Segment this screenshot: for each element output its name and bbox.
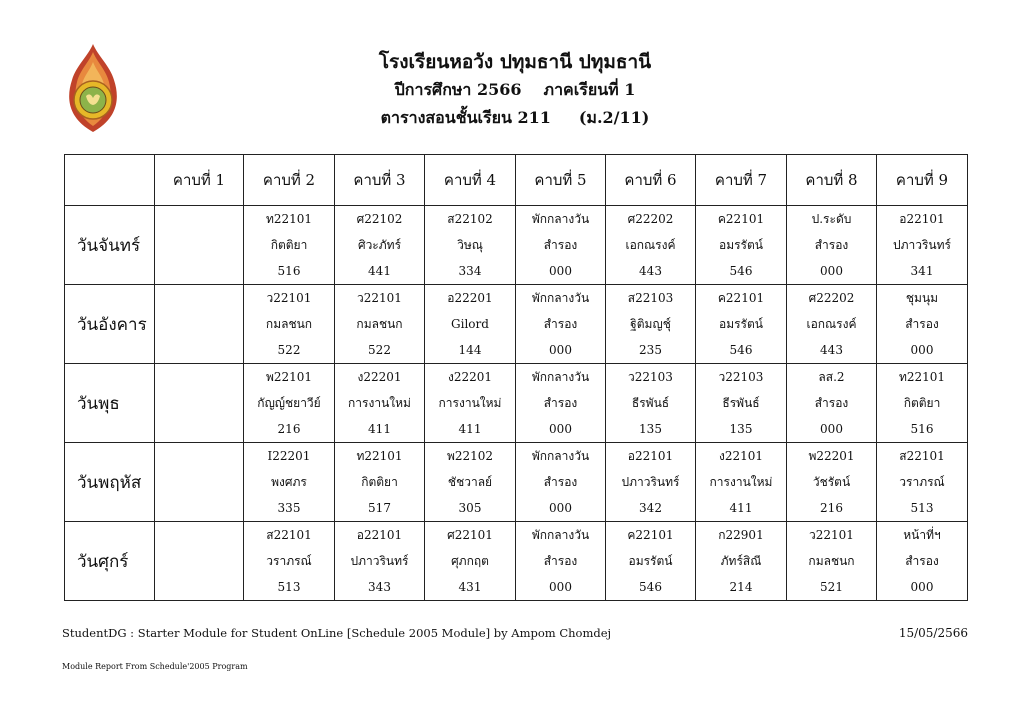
schedule-cell bbox=[425, 443, 516, 522]
room-number bbox=[155, 337, 243, 363]
subject-code: พักกลางวัน bbox=[531, 291, 590, 305]
academic-year: ปีการศึกษา 2566 bbox=[394, 80, 522, 99]
day-label: วันจันทร์ bbox=[65, 206, 155, 285]
room-number: 443 bbox=[639, 264, 662, 278]
schedule-cell bbox=[335, 364, 425, 443]
room-number: 341 bbox=[910, 264, 934, 278]
schedule-cell bbox=[696, 522, 787, 601]
schedule-cell bbox=[155, 522, 244, 601]
subject-code: ง22101 bbox=[718, 449, 764, 463]
teacher-name: Gilord bbox=[451, 317, 489, 331]
teacher-name: อมรรัตน์ bbox=[628, 554, 673, 568]
room-number: 305 bbox=[458, 501, 482, 515]
schedule-cell bbox=[425, 364, 516, 443]
teacher-name bbox=[155, 232, 243, 258]
room-number: 546 bbox=[639, 580, 662, 594]
teacher-name: อมรรัตน์ bbox=[718, 238, 763, 252]
school-emblem-icon bbox=[60, 42, 126, 134]
teacher-name: เอกณรงค์ bbox=[806, 317, 857, 331]
day-label: วันอังคาร bbox=[65, 285, 155, 364]
timetable bbox=[64, 154, 968, 601]
schedule-cell bbox=[877, 285, 968, 364]
table-row bbox=[65, 522, 968, 601]
subject-code: ค22101 bbox=[627, 528, 674, 542]
subject-code: ว22103 bbox=[718, 370, 764, 384]
table-row bbox=[65, 285, 968, 364]
schedule-cell bbox=[787, 285, 877, 364]
room-number: 546 bbox=[729, 264, 753, 278]
table-row bbox=[65, 364, 968, 443]
teacher-name: วราภรณ์ bbox=[266, 554, 312, 568]
subject-code: ศ22202 bbox=[808, 291, 855, 305]
table-row bbox=[65, 206, 968, 285]
teacher-name: กัญญ์ชยาวีย์ bbox=[257, 396, 321, 410]
teacher-name bbox=[155, 469, 243, 495]
class-code: (ม.2/11) bbox=[578, 108, 650, 127]
teacher-name: ปภาวรินทร์ bbox=[350, 554, 409, 568]
teacher-name: การงานใหม่ bbox=[438, 396, 502, 410]
period-header: คาบที่ 2 bbox=[244, 155, 335, 206]
schedule-cell bbox=[335, 285, 425, 364]
schedule-cell bbox=[425, 285, 516, 364]
schedule-cell bbox=[516, 285, 606, 364]
subject-code: ว22103 bbox=[628, 370, 673, 384]
room-number bbox=[155, 495, 243, 521]
teacher-name: สำรอง bbox=[905, 317, 939, 331]
subject-code bbox=[155, 443, 243, 469]
room-number bbox=[155, 574, 243, 600]
subject-code: ง22201 bbox=[447, 370, 493, 384]
period-header: คาบที่ 8 bbox=[787, 155, 877, 206]
room-number: 334 bbox=[458, 264, 482, 278]
teacher-name: สำรอง bbox=[814, 396, 849, 410]
subject-code: ชุมนุม bbox=[905, 291, 939, 305]
teacher-name bbox=[155, 390, 243, 416]
subject-code: ค22101 bbox=[717, 212, 765, 226]
teacher-name bbox=[155, 548, 243, 574]
report-header bbox=[300, 48, 730, 132]
teacher-name: กิตติยา bbox=[361, 475, 398, 489]
subject-code: พ22101 bbox=[265, 370, 313, 384]
room-number: 517 bbox=[368, 501, 391, 515]
schedule-cell bbox=[516, 206, 606, 285]
subject-code: ว22101 bbox=[357, 291, 402, 305]
room-number: 411 bbox=[458, 422, 482, 436]
schedule-cell bbox=[696, 364, 787, 443]
room-number: 546 bbox=[729, 343, 753, 357]
room-number: 000 bbox=[549, 501, 572, 515]
subject-code: พักกลางวัน bbox=[531, 528, 590, 542]
room-number: 411 bbox=[368, 422, 391, 436]
schedule-cell bbox=[155, 206, 244, 285]
room-number: 214 bbox=[729, 580, 753, 594]
subject-code: ท22101 bbox=[356, 449, 403, 463]
subject-code: ท22101 bbox=[898, 370, 946, 384]
room-number: 144 bbox=[458, 343, 482, 357]
subject-code: อ22101 bbox=[627, 449, 674, 463]
subject-code: ศ22101 bbox=[447, 528, 493, 542]
table-row bbox=[65, 443, 968, 522]
subject-code: ส22103 bbox=[627, 291, 674, 305]
teacher-name: ธีรพันธ์ bbox=[631, 396, 670, 410]
subject-code: อ22101 bbox=[356, 528, 403, 542]
school-name: โรงเรียนหอวัง ปทุมธานี ปทุมธานี bbox=[378, 51, 652, 73]
teacher-name: กมลชนก bbox=[356, 317, 403, 331]
subject-code: ส22102 bbox=[447, 212, 493, 226]
schedule-cell bbox=[606, 443, 696, 522]
teacher-name: สำรอง bbox=[543, 317, 578, 331]
schedule-cell bbox=[335, 206, 425, 285]
semester: ภาคเรียนที่ 1 bbox=[543, 80, 636, 99]
subject-code: อ22201 bbox=[447, 291, 493, 305]
schedule-cell bbox=[244, 206, 335, 285]
header-row bbox=[65, 155, 968, 206]
day-label: วันพฤหัส bbox=[65, 443, 155, 522]
schedule-cell bbox=[606, 364, 696, 443]
teacher-name: อมรรัตน์ bbox=[718, 317, 763, 331]
schedule-cell bbox=[877, 206, 968, 285]
room-number: 343 bbox=[368, 580, 391, 594]
room-number: 342 bbox=[639, 501, 662, 515]
schedule-cell bbox=[696, 443, 787, 522]
room-number bbox=[155, 258, 243, 284]
room-number: 000 bbox=[549, 264, 572, 278]
schedule-cell bbox=[244, 443, 335, 522]
room-number: 335 bbox=[277, 501, 301, 515]
schedule-cell bbox=[787, 364, 877, 443]
room-number: 235 bbox=[639, 343, 662, 357]
subject-code: พ22201 bbox=[808, 449, 855, 463]
teacher-name: วัชรัตน์ bbox=[812, 475, 851, 489]
teacher-name: สำรอง bbox=[543, 396, 578, 410]
teacher-name: ภัทร์สิณี bbox=[720, 554, 762, 568]
period-header: คาบที่ 5 bbox=[516, 155, 606, 206]
schedule-cell bbox=[877, 443, 968, 522]
footer-credit-line bbox=[62, 626, 968, 640]
teacher-name: เอกณรงค์ bbox=[625, 238, 676, 252]
subject-code: ป.ระดับ bbox=[811, 212, 852, 226]
footer-report-note: Module Report From Schedule'2005 Program bbox=[62, 662, 248, 671]
room-number: 135 bbox=[639, 422, 662, 436]
subject-code: ว22101 bbox=[266, 291, 312, 305]
schedule-cell bbox=[155, 443, 244, 522]
teacher-name: กิตติยา bbox=[903, 396, 941, 410]
subject-code: ก22901 bbox=[718, 528, 764, 542]
subject-code: พักกลางวัน bbox=[531, 370, 590, 384]
subject-code: อ22101 bbox=[899, 212, 945, 226]
teacher-name: สำรอง bbox=[543, 475, 578, 489]
period-header: คาบที่ 3 bbox=[335, 155, 425, 206]
room-number: 000 bbox=[549, 422, 572, 436]
schedule-cell bbox=[425, 206, 516, 285]
room-number: 000 bbox=[549, 343, 572, 357]
subject-code bbox=[155, 364, 243, 390]
schedule-cell bbox=[606, 206, 696, 285]
subject-code: พักกลางวัน bbox=[531, 449, 590, 463]
class-title-line bbox=[300, 104, 730, 132]
schedule-cell bbox=[516, 364, 606, 443]
subject-code: หน้าที่ฯ bbox=[903, 528, 941, 542]
schedule-cell bbox=[606, 285, 696, 364]
schedule-cell bbox=[787, 206, 877, 285]
room-number: 216 bbox=[820, 501, 843, 515]
room-number: 516 bbox=[910, 422, 934, 436]
schedule-cell bbox=[516, 443, 606, 522]
academic-year-line bbox=[300, 76, 730, 104]
room-number: 000 bbox=[910, 343, 934, 357]
room-number: 216 bbox=[277, 422, 301, 436]
class-title: ตารางสอนชั้นเรียน 211 bbox=[380, 108, 551, 127]
subject-code: ลส.2 bbox=[818, 370, 845, 384]
schedule-cell bbox=[155, 364, 244, 443]
room-number: 000 bbox=[549, 580, 572, 594]
teacher-name: ศุภกฤต bbox=[451, 554, 489, 568]
room-number: 135 bbox=[729, 422, 753, 436]
room-number: 522 bbox=[277, 343, 301, 357]
schedule-cell bbox=[787, 443, 877, 522]
room-number: 516 bbox=[277, 264, 301, 278]
room-number: 431 bbox=[458, 580, 482, 594]
teacher-name: สำรอง bbox=[814, 238, 849, 252]
subject-code: ส22101 bbox=[899, 449, 945, 463]
subject-code bbox=[155, 285, 243, 311]
teacher-name: สำรอง bbox=[543, 238, 578, 252]
schedule-cell bbox=[155, 285, 244, 364]
room-number: 441 bbox=[368, 264, 391, 278]
teacher-name: วิษณุ bbox=[457, 238, 483, 252]
subject-code: ส22101 bbox=[266, 528, 312, 542]
subject-code: ค22101 bbox=[717, 291, 765, 305]
room-number: 513 bbox=[277, 580, 301, 594]
period-header: คาบที่ 9 bbox=[877, 155, 968, 206]
teacher-name: การงานใหม่ bbox=[709, 475, 773, 489]
room-number: 522 bbox=[368, 343, 391, 357]
teacher-name: สำรอง bbox=[543, 554, 578, 568]
schedule-cell bbox=[244, 285, 335, 364]
schedule-cell bbox=[244, 522, 335, 601]
room-number: 000 bbox=[820, 264, 843, 278]
schedule-cell bbox=[244, 364, 335, 443]
schedule-cell bbox=[606, 522, 696, 601]
period-header: คาบที่ 7 bbox=[696, 155, 787, 206]
subject-code: ศ22102 bbox=[356, 212, 403, 226]
room-number: 411 bbox=[729, 501, 753, 515]
subject-code bbox=[155, 206, 243, 232]
teacher-name: พงศภร bbox=[271, 475, 307, 489]
subject-code: ง22201 bbox=[357, 370, 402, 384]
room-number: 000 bbox=[820, 422, 843, 436]
teacher-name: กิตติยา bbox=[270, 238, 308, 252]
schedule-cell bbox=[516, 522, 606, 601]
schedule-cell bbox=[787, 522, 877, 601]
room-number: 443 bbox=[820, 343, 843, 357]
teacher-name: สำรอง bbox=[905, 554, 939, 568]
teacher-name: ชัชวาลย์ bbox=[447, 475, 493, 489]
teacher-name: ฐิติมญชุ์ bbox=[630, 317, 671, 331]
corner-cell bbox=[65, 155, 155, 206]
schedule-cell bbox=[425, 522, 516, 601]
teacher-name: วราภรณ์ bbox=[899, 475, 945, 489]
schedule-cell bbox=[877, 522, 968, 601]
teacher-name: ธีรพันธ์ bbox=[722, 396, 760, 410]
print-date: 15/05/2566 bbox=[898, 626, 968, 640]
subject-code: ศ22202 bbox=[627, 212, 674, 226]
schedule-cell bbox=[877, 364, 968, 443]
period-header: คาบที่ 6 bbox=[606, 155, 696, 206]
footer-credit: StudentDG : Starter Module for Student OnLine [Schedule 2005 Module] by Ampom Chomdej bbox=[62, 626, 612, 640]
subject-code: ท22101 bbox=[265, 212, 313, 226]
teacher-name: กมลชนก bbox=[808, 554, 855, 568]
teacher-name: การงานใหม่ bbox=[348, 396, 411, 410]
room-number bbox=[155, 416, 243, 442]
period-header: คาบที่ 1 bbox=[155, 155, 244, 206]
subject-code: พักกลางวัน bbox=[531, 212, 590, 226]
room-number: 521 bbox=[820, 580, 843, 594]
schedule-cell bbox=[335, 443, 425, 522]
teacher-name: ปภาวรินทร์ bbox=[621, 475, 680, 489]
teacher-name: ปภาวรินทร์ bbox=[892, 238, 951, 252]
schedule-cell bbox=[696, 285, 787, 364]
teacher-name: ศิวะภัทร์ bbox=[357, 238, 402, 252]
period-header: คาบที่ 4 bbox=[425, 155, 516, 206]
schedule-cell bbox=[696, 206, 787, 285]
day-label: วันศุกร์ bbox=[65, 522, 155, 601]
subject-code: ว22101 bbox=[809, 528, 854, 542]
schedule-cell bbox=[335, 522, 425, 601]
subject-code bbox=[155, 522, 243, 548]
room-number: 000 bbox=[910, 580, 934, 594]
subject-code: พ22102 bbox=[446, 449, 494, 463]
teacher-name: กมลชนก bbox=[265, 317, 313, 331]
day-label: วันพุธ bbox=[65, 364, 155, 443]
room-number: 513 bbox=[910, 501, 934, 515]
subject-code: I22201 bbox=[267, 449, 311, 463]
teacher-name bbox=[155, 311, 243, 337]
